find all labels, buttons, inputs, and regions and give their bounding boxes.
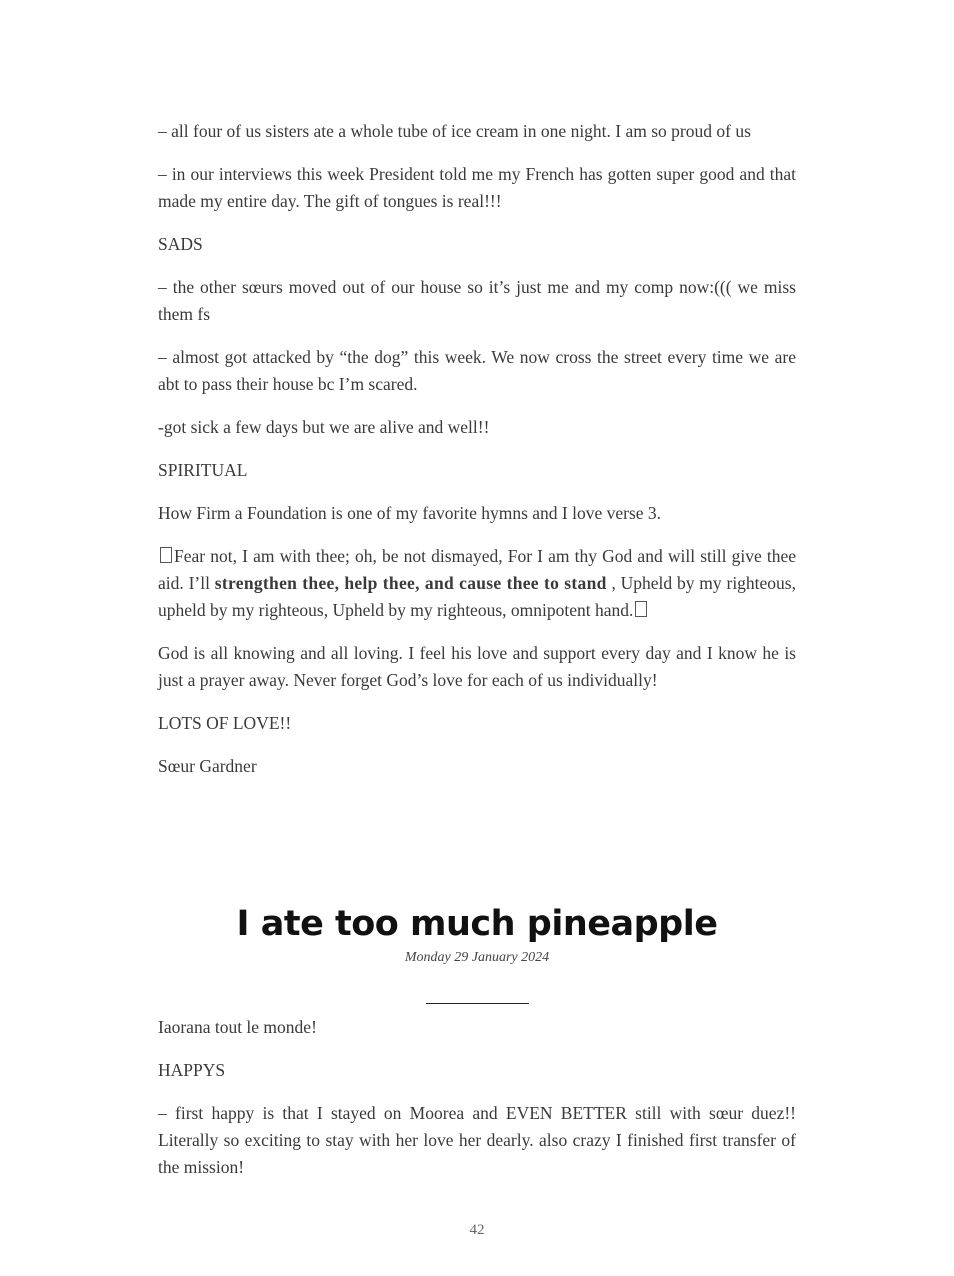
heading-spiritual: SPIRITUAL [158,460,248,480]
quote-bold: strengthen thee, help thee, and cause thee to stand [214,573,607,593]
post-title: I ate too much pineapple [236,904,718,944]
hymn-quote [158,543,796,624]
paragraph-god-love: God is all knowing and all loving. I feel his love and support every day and I know he is just a prayer away. Never forget God’s love for each of us individually! [158,643,796,690]
paragraph-greeting: Iaorana tout le monde! [158,1017,317,1037]
title-divider [426,1003,529,1004]
paragraph-sick: -got sick a few days but we are alive and well!! [158,417,490,437]
paragraph-ice-cream: – all four of us sisters ate a whole tube of ice cream in one night. I am so proud of us [158,121,751,141]
heading-happys: HAPPYS [158,1060,226,1080]
paragraph-french: – in our interviews this week President told me my French has gotten super good and that made my entire day. The gift of tongues is real!!! [158,164,796,211]
page-number: 42 [469,1222,485,1238]
post-body [158,1014,796,1197]
paragraph-lots-of-love: LOTS OF LOVE!! [158,713,292,733]
paragraph-moved-out: – the other sœurs moved out of our house so it’s just me and my comp now:((( we miss them fs [158,277,796,324]
missing-glyph-icon [635,601,647,617]
quote-end: , Upheld by my righteous, upheld by my righteous, Upheld by my righteous, omnipotent hand. [158,573,796,620]
paragraph-hymn: How Firm a Foundation is one of my favorite hymns and I love verse 3. [158,503,662,523]
signature: Sœur Gardner [158,756,257,776]
paragraph-dog: – almost got attacked by “the dog” this week. We now cross the street every time we are abt to pass their house bc I’m scared. [158,347,796,394]
heading-sads: SADS [158,234,203,254]
page-body [158,118,796,796]
paragraph-first-happy: – first happy is that I stayed on Moorea and EVEN BETTER still with sœur duez!! Literally so exciting to stay with her love her dearly. also crazy I finished first transfer of the mission! [158,1103,796,1177]
post-date: Monday 29 January 2024 [404,950,550,965]
quote-start: Fear not, I am with thee; oh, be not dismayed, For I am thy God and will still give thee aid. I’ll [158,546,796,593]
missing-glyph-icon [160,547,172,563]
